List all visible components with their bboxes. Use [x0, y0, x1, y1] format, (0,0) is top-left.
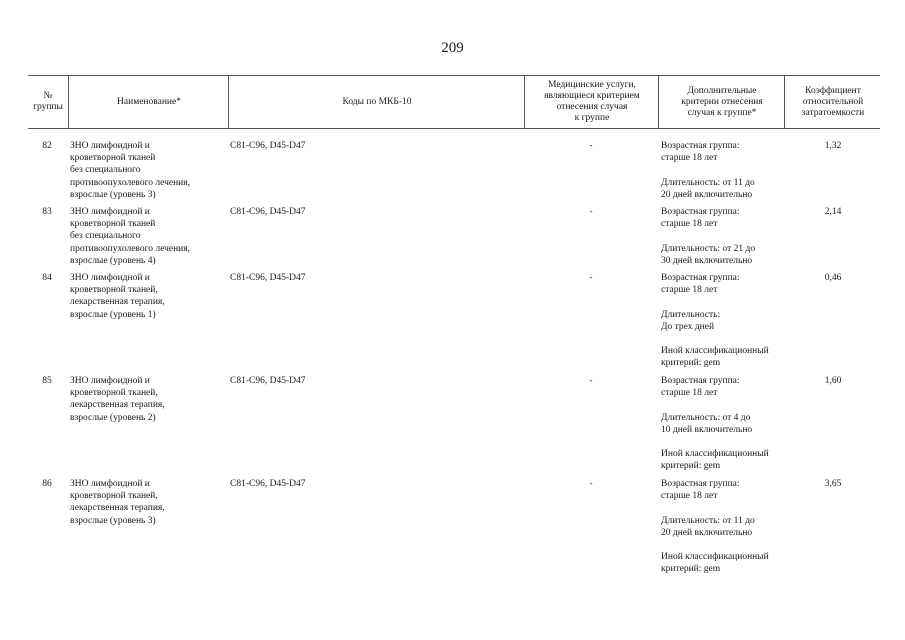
header-name: Наименование* [68, 76, 229, 128]
cell-name: ЗНО лимфоидной и кроветворной тканей, лекарственная терапия, взрослые (уровень 3) [70, 479, 165, 526]
cell-cost-coefficient: 3,65 [824, 479, 842, 489]
header-medical-services: Медицинские услуги, являющиеся критерием отнесения случая к группе [524, 76, 659, 128]
cell-cost-coefficient: 0,46 [824, 273, 842, 283]
cell-cost-coefficient: 1,32 [824, 141, 842, 151]
table-header [28, 75, 880, 129]
cell-additional-criteria: Возрастная группа: старше 18 лет Длительность: от 21 до 30 дней включительно [661, 207, 756, 266]
cell-medical-services: - [589, 479, 593, 489]
header-icd-codes: Коды по МКБ-10 [228, 76, 525, 128]
cell-group-number: 86 [42, 479, 52, 489]
cell-group-number: 84 [42, 273, 52, 283]
cell-cost-coefficient: 1,60 [824, 376, 842, 386]
cell-name: ЗНО лимфоидной и кроветворной тканей без специального противоопухолевого лечения, взрослые (уровень 4) [70, 207, 191, 266]
cell-medical-services: - [589, 376, 593, 386]
header-cost-coefficient: Коэффициент относительной затратоемкости [784, 76, 881, 128]
cell-medical-services: - [589, 207, 593, 217]
cell-additional-criteria: Возрастная группа: старше 18 лет Длительность: До трех дней Иной классификационный критерий: gem [661, 273, 769, 369]
cell-name: ЗНО лимфоидной и кроветворной тканей, лекарственная терапия, взрослые (уровень 1) [70, 273, 165, 320]
cell-medical-services: - [589, 141, 593, 151]
cell-cost-coefficient: 2,14 [824, 207, 842, 217]
cell-group-number: 82 [42, 141, 52, 151]
cell-medical-services: - [589, 273, 593, 283]
cell-additional-criteria: Возрастная группа: старше 18 лет Длительность: от 4 до 10 дней включительно Иной классификационный критерий: gem [661, 376, 769, 472]
page-number: 209 [441, 40, 464, 56]
cell-additional-criteria: Возрастная группа: старше 18 лет Длительность: от 11 до 20 дней включительно [661, 141, 755, 200]
cell-icd-codes: C81-C96, D45-D47 [230, 141, 306, 151]
cell-icd-codes: C81-C96, D45-D47 [230, 376, 306, 386]
cell-group-number: 85 [42, 376, 52, 386]
cell-icd-codes: C81-C96, D45-D47 [230, 273, 306, 283]
cell-additional-criteria: Возрастная группа: старше 18 лет Длительность: от 11 до 20 дней включительно Иной классификационный критерий: gem [661, 479, 769, 575]
cell-icd-codes: C81-C96, D45-D47 [230, 207, 306, 217]
header-group-number: № группы [33, 91, 63, 112]
cell-name: ЗНО лимфоидной и кроветворной тканей без специального противоопухолевого лечения, взрослые (уровень 3) [70, 141, 191, 200]
header-additional-criteria: Дополнительные критерии отнесения случая к группе* [658, 76, 785, 128]
cell-group-number: 83 [42, 207, 52, 217]
cell-icd-codes: C81-C96, D45-D47 [230, 479, 306, 489]
cell-name: ЗНО лимфоидной и кроветворной тканей, лекарственная терапия, взрослые (уровень 2) [70, 376, 165, 423]
